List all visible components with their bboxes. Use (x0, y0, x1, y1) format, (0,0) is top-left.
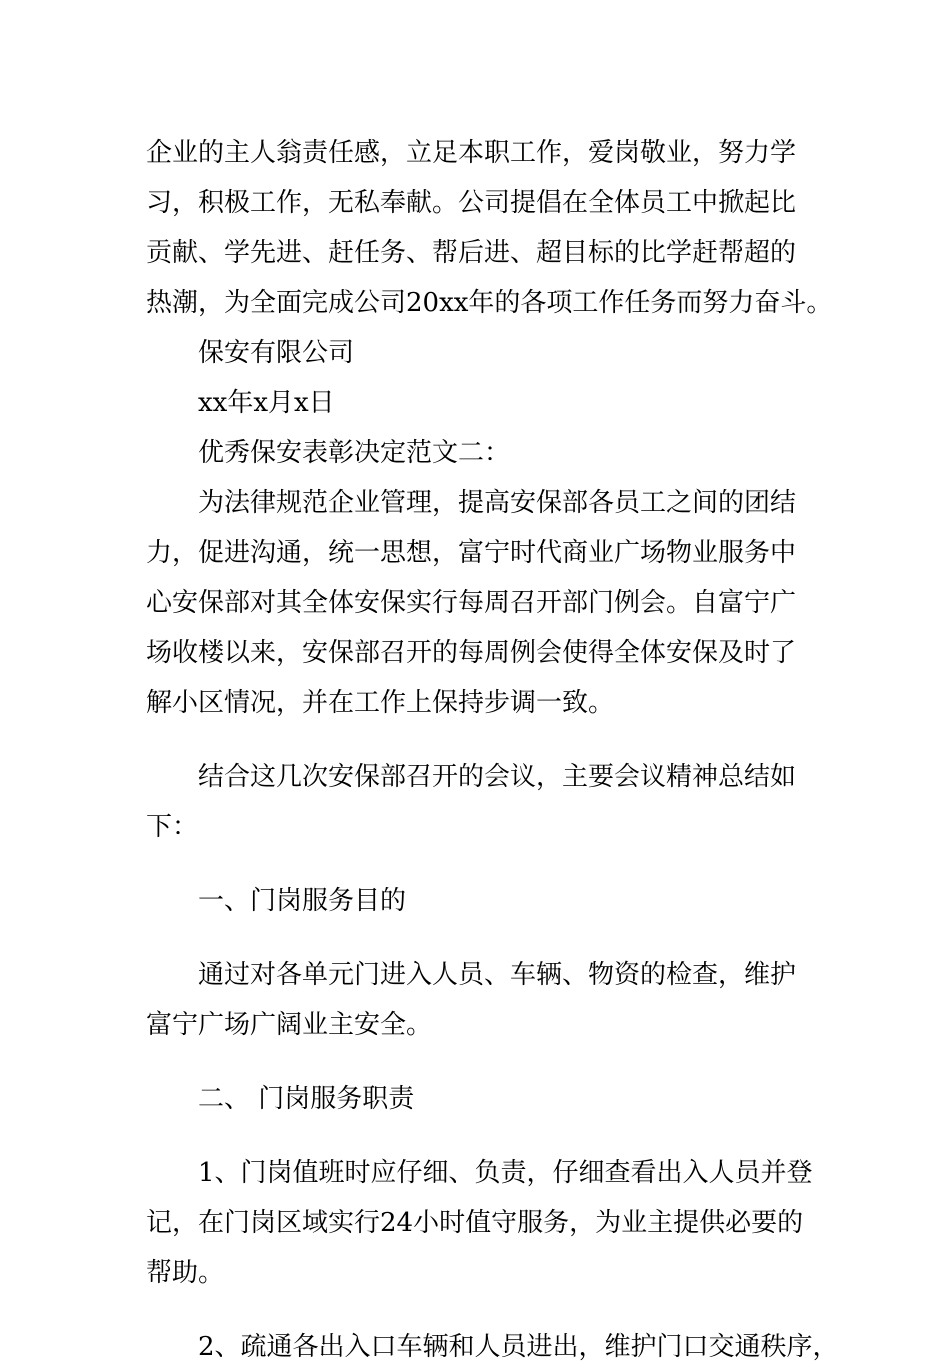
paragraph-line: 结合这几次安保部召开的会议，主要会议精神总结如 (198, 762, 797, 792)
paragraph-line: 下： (146, 812, 199, 842)
paragraph-line: 帮助。 (146, 1258, 225, 1288)
paragraph-line: 力，促进沟通，统一思想，富宁时代商业广场物业服务中 (146, 538, 797, 568)
paragraph-line: 企业的主人翁责任感，立足本职工作，爱岗敬业，努力学 (146, 138, 797, 168)
company-signature: 保安有限公司 (198, 338, 355, 368)
paragraph-line: 为法律规范企业管理，提高安保部各员工之间的团结 (198, 488, 797, 518)
paragraph-line: 1、门岗值班时应仔细、负责，仔细查看出入人员并登 (198, 1158, 813, 1188)
paragraph-line: 场收楼以来，安保部召开的每周例会使得全体安保及时了 (146, 638, 797, 668)
paragraph-line: 解小区情况，并在工作上保持步调一致。 (146, 688, 615, 718)
paragraph-line: 通过对各单元门进入人员、车辆、物资的检查，维护 (198, 960, 797, 990)
paragraph-line: 记，在门岗区域实行24小时值守服务，为业主提供必要的 (146, 1208, 804, 1238)
paragraph-line: 习，积极工作，无私奉献。公司提倡在全体员工中掀起比 (146, 188, 797, 218)
paragraph-line: 2、疏通各出入口车辆和人员进出，维护门口交通秩序， (198, 1332, 839, 1362)
section-heading: 二、 门岗服务职责 (198, 1084, 415, 1114)
paragraph-line: 贡献、学先进、赶任务、帮后进、超目标的比学赶帮超的 (146, 238, 797, 268)
document-body (146, 128, 839, 1372)
paragraph-line: 心安保部对其全体安保实行每周召开部门例会。自富宁广 (146, 588, 797, 618)
signature-date: xx年x月x日 (198, 388, 335, 418)
paragraph-line: 富宁广场广阔业主安全。 (146, 1010, 433, 1040)
paragraph-line: 热潮，为全面完成公司20xx年的各项工作任务而努力奋斗。 (146, 288, 833, 318)
section-heading: 优秀保安表彰决定范文二： (198, 438, 511, 468)
section-heading: 一、门岗服务目的 (198, 886, 407, 916)
